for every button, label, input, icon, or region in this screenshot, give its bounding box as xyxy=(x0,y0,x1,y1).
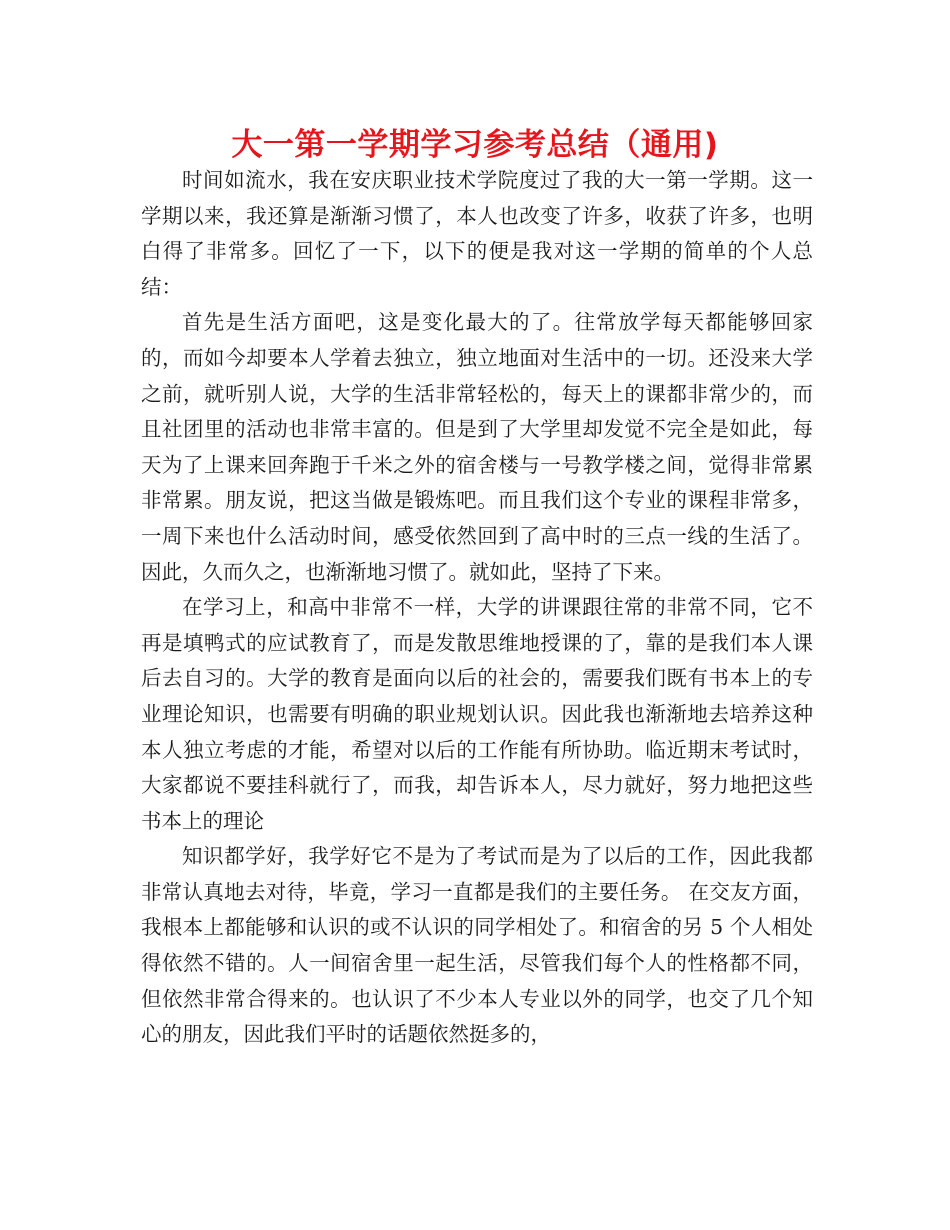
paragraph-friends: 知识都学好，我学好它不是为了考试而是为了以后的工作，因此我都非常认真地去对待，毕竟，学习一直都是我们的主要任务。 在交友方面，我根本上都能够和认识的或不认识的同学相处了。和宿舍的另 5 个人相处得依然不错的。人一间宿舍里一起生活，尽管我们每个人的性格都不同，但依然非常合得来的。也认识了不少本人专业以外的同学，也交了几个知心的朋友，因此我们平时的话题依然挺多的， xyxy=(141,844,813,1047)
document-body xyxy=(141,163,813,1053)
paragraph-study: 在学习上，和高中非常不一样，大学的讲课跟往常的非常不同，它不再是填鸭式的应试教育了，而是发散思维地授课的了，靠的是我们本人课后去自习的。大学的教育是面向以后的社会的，需要我们既有书本上的专业理论知识，也需要有明确的职业规划认识。因此我也渐渐地去培养这种本人独立考虑的才能，希望对以后的工作能有所协助。临近期末考试时，大家都说不要挂科就行了，而我，却告诉本人，尽力就好，努力地把这些书本上的理论 xyxy=(141,595,813,833)
paragraph-intro: 时间如流水，我在安庆职业技术学院度过了我的大一第一学期。这一学期以来，我还算是渐渐习惯了，本人也改变了许多，收获了许多，也明白得了非常多。回忆了一下，以下的便是我对这一学期的简单的个人总结： xyxy=(141,168,813,299)
document-title: 大一第一学期学习参考总结（通用) xyxy=(231,127,719,163)
paragraph-life: 首先是生活方面吧，这是变化最大的了。往常放学每天都能够回家的，而如今却要本人学着去独立，独立地面对生活中的一切。还没来大学之前，就听别人说，大学的生活非常轻松的，每天上的课都非常少的，而且社团里的活动也非常丰富的。但是到了大学里却发觉不完全是如此，每天为了上课来回奔跑于千米之外的宿舍楼与一号教学楼之间，觉得非常累非常累。朋友说，把这当做是锻炼吧。而且我们这个专业的课程非常多，一周下来也什么活动时间，感受依然回到了高中时的三点一线的生活了。因此，久而久之，也渐渐地习惯了。就如此，坚持了下来。 xyxy=(141,310,813,584)
